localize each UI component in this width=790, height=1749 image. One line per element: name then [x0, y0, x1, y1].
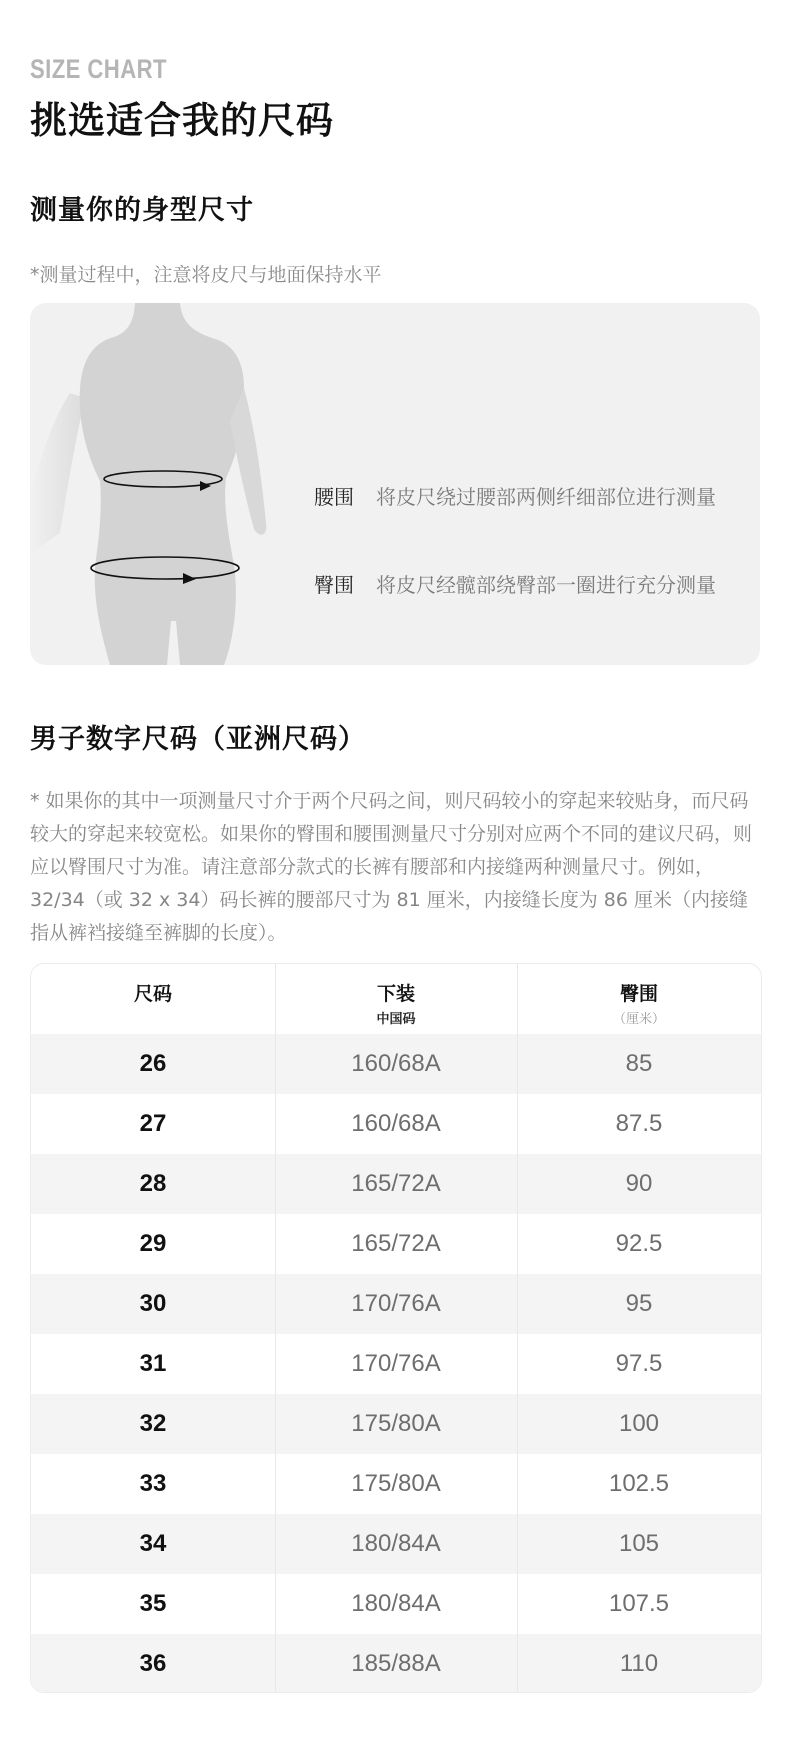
table-row	[31, 1214, 761, 1274]
column-divider	[517, 964, 518, 1692]
cell-china-code: 160/68A	[351, 1110, 441, 1137]
table-header-row	[31, 964, 761, 1034]
table-row	[31, 1454, 761, 1514]
column-divider	[275, 964, 276, 1692]
table-row	[31, 1634, 761, 1693]
waist-measure-item	[314, 480, 736, 515]
cell-hip: 100	[618, 1410, 660, 1437]
cell-hip: 107.5	[608, 1590, 670, 1617]
cell-size: 29	[139, 1230, 167, 1257]
cell-hip: 95	[625, 1290, 653, 1317]
cell-hip: 110	[619, 1650, 659, 1677]
cell-china-code: 165/72A	[351, 1230, 441, 1257]
cell-hip: 102.5	[608, 1470, 670, 1497]
table-row	[31, 1274, 761, 1334]
hip-description: 将皮尺经髋部绕臀部一圈进行充分测量	[376, 573, 716, 597]
cell-china-code: 160/68A	[351, 1050, 441, 1077]
cell-hip: 92.5	[615, 1230, 663, 1257]
header-hip-unit: （厘米）	[612, 1012, 665, 1027]
eyebrow-label: SIZE CHART	[30, 54, 167, 84]
body-silhouette-illustration	[30, 303, 310, 665]
cell-size: 32	[139, 1410, 167, 1437]
table-row	[31, 1094, 761, 1154]
cell-size: 26	[139, 1050, 167, 1077]
size-table	[30, 963, 762, 1693]
header-hip	[517, 964, 761, 1034]
measure-section-title: 测量你的身型尺寸	[30, 195, 254, 226]
cell-hip: 97.5	[615, 1350, 663, 1377]
waist-label: 腰围	[314, 485, 354, 509]
table-row	[31, 1034, 761, 1094]
cell-size: 33	[139, 1470, 167, 1497]
cell-china-code: 175/80A	[351, 1470, 441, 1497]
cell-china-code: 180/84A	[351, 1590, 441, 1617]
cell-hip: 87.5	[615, 1110, 663, 1137]
waist-description: 将皮尺绕过腰部两侧纤细部位进行测量	[376, 485, 716, 509]
cell-china-code: 165/72A	[351, 1170, 441, 1197]
page-title: 挑选适合我的尺码	[30, 99, 334, 142]
cell-size: 31	[139, 1350, 167, 1377]
header-size	[31, 964, 275, 1034]
cell-size: 34	[139, 1530, 167, 1557]
cell-china-code: 175/80A	[351, 1410, 441, 1437]
cell-size: 36	[139, 1650, 167, 1677]
cell-size: 30	[139, 1290, 167, 1317]
cell-size: 28	[139, 1170, 167, 1197]
table-body	[31, 1034, 761, 1693]
cell-hip: 85	[625, 1050, 653, 1077]
cell-hip: 90	[625, 1170, 653, 1197]
table-row	[31, 1154, 761, 1214]
cell-china-code: 170/76A	[351, 1350, 441, 1377]
cell-hip: 105	[618, 1530, 660, 1557]
size-table-section-title: 男子数字尺码（亚洲尺码）	[30, 724, 366, 755]
cell-size: 35	[139, 1590, 167, 1617]
measure-note: *测量过程中，注意将皮尺与地面保持水平	[30, 264, 382, 286]
header-bottoms	[275, 964, 517, 1034]
cell-china-code: 185/88A	[351, 1650, 441, 1677]
header-bottoms-sublabel: 中国码	[376, 1012, 416, 1027]
table-row	[31, 1334, 761, 1394]
hip-label: 臀围	[314, 573, 354, 597]
body-measure-card	[30, 303, 760, 665]
table-row	[31, 1574, 761, 1634]
hip-measure-item	[314, 568, 736, 603]
cell-size: 27	[139, 1110, 167, 1137]
header-size-label: 尺码	[133, 983, 172, 1005]
header-hip-label: 臀围	[619, 983, 658, 1005]
size-disclaimer: * 如果你的其中一项测量尺寸介于两个尺码之间，则尺码较小的穿起来较贴身，而尺码较大的穿起来较宽松。如果你的臀围和腰围测量尺寸分别对应两个不同的建议尺码，则应以臀围尺寸为准。请注意部分款式的长裤有腰部和内接缝两种测量尺寸。例如，32/34（或 32 x 34）码长裤的腰部尺寸为 81 厘米，内接缝长度为 86 厘米（内接缝指从裤裆接缝至裤脚的长度）。	[30, 790, 753, 944]
cell-china-code: 180/84A	[351, 1530, 441, 1557]
cell-china-code: 170/76A	[351, 1290, 441, 1317]
header-bottoms-label: 下装	[376, 983, 415, 1005]
table-row	[31, 1514, 761, 1574]
table-row	[31, 1394, 761, 1454]
